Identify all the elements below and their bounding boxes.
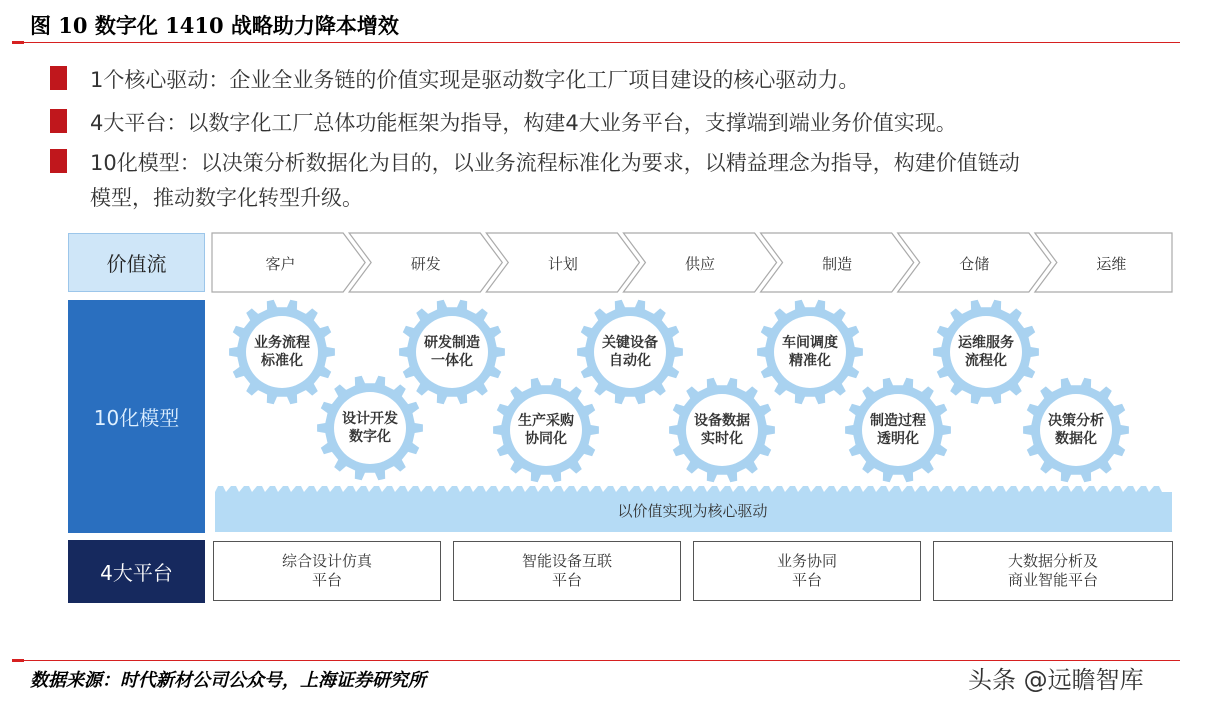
gear-label-line: 精准化: [789, 353, 831, 369]
gear-label-line: 生产采购: [518, 413, 574, 429]
figure-title: 图 10 数字化 1410 战略助力降本增效: [30, 13, 399, 38]
bullet-text: 1个核心驱动：企业全业务链的价值实现是驱动数字化工厂项目建设的核心驱动力。: [90, 68, 860, 92]
gear-label: [580, 334, 680, 370]
core-driver-label: 以价值实现为核心驱动: [617, 502, 768, 520]
gear-label-line: 协同化: [525, 431, 567, 447]
gear-label-line: 设计开发: [342, 411, 398, 427]
bullet-text: 4大平台：以数字化工厂总体功能框架为指导，构建4大业务平台，支撑端到端业务价值实现。: [90, 111, 957, 135]
gear-label-line: 标准化: [261, 353, 303, 369]
gear-label-line: 关键设备: [602, 335, 658, 351]
bullet-marker: [50, 109, 67, 133]
platform-line: 平台: [551, 571, 582, 589]
platform-line: 平台: [311, 571, 342, 589]
title-divider: [15, 42, 1180, 43]
bullet-text: 10化模型：以决策分析数据化为目的，以业务流程标准化为要求，以精益理念为指导，构建价值链动: [90, 151, 1020, 175]
gear-label-line: 数字化: [349, 429, 391, 445]
gear-label-line: 决策分析: [1048, 413, 1104, 429]
value-chain-step: 客户: [265, 255, 296, 273]
gear-label: [760, 334, 860, 370]
platform-line: 大数据分析及: [1007, 552, 1098, 570]
gear-label-line: 一体化: [431, 353, 473, 369]
gear-label-line: 制造过程: [870, 413, 926, 429]
value-chain-step: 制造: [822, 255, 853, 273]
platform-line: 智能设备互联: [521, 552, 612, 570]
platform-line: 综合设计仿真: [281, 552, 372, 570]
platform-line: 业务协同: [776, 552, 837, 570]
value-chain-step: 供应: [684, 255, 715, 273]
gear-label-line: 运维服务: [958, 335, 1014, 351]
watermark: 头条 @远瞻智库: [968, 666, 1144, 694]
gear-label: [402, 334, 502, 370]
platform-box: [453, 541, 681, 601]
platform-box: [933, 541, 1173, 601]
value-chain-step: 研发: [410, 255, 441, 273]
gear-label: [672, 412, 772, 448]
gear-label: [232, 334, 332, 370]
gear-label-line: 车间调度: [782, 335, 838, 351]
platform-box: [693, 541, 921, 601]
gear-label-line: 流程化: [965, 353, 1007, 369]
gear-label: [496, 412, 596, 448]
source-note: 数据来源：时代新材公司公众号，上海证券研究所: [30, 670, 426, 691]
gear-label-line: 透明化: [877, 431, 919, 447]
value-chain-step: 运维: [1096, 255, 1127, 273]
gear-label-line: 研发制造: [424, 335, 480, 351]
gear-label-line: 业务流程: [254, 335, 310, 351]
gear-label-line: 数据化: [1055, 431, 1097, 447]
platform-box: [213, 541, 441, 601]
gear-label: [848, 412, 948, 448]
gear-label-line: 设备数据: [694, 413, 750, 429]
gear-label-line: 实时化: [701, 431, 743, 447]
value-chain-step: 仓储: [959, 255, 990, 273]
value-chain-step: 计划: [547, 255, 578, 273]
row-label-model: 10化模型: [68, 300, 205, 533]
gear-label: [936, 334, 1036, 370]
platform-line: 商业智能平台: [1007, 571, 1098, 589]
bullet-marker: [50, 149, 67, 173]
gear-label: [320, 410, 420, 446]
row-label-platforms: 4大平台: [68, 540, 205, 603]
bullet-marker: [50, 66, 67, 90]
bullet-text: 模型，推动数字化转型升级。: [90, 186, 363, 210]
platform-line: 平台: [791, 571, 822, 589]
row-label-value-chain: 价值流: [68, 233, 205, 292]
gear-label: [1026, 412, 1126, 448]
gear-label-line: 自动化: [609, 353, 651, 369]
